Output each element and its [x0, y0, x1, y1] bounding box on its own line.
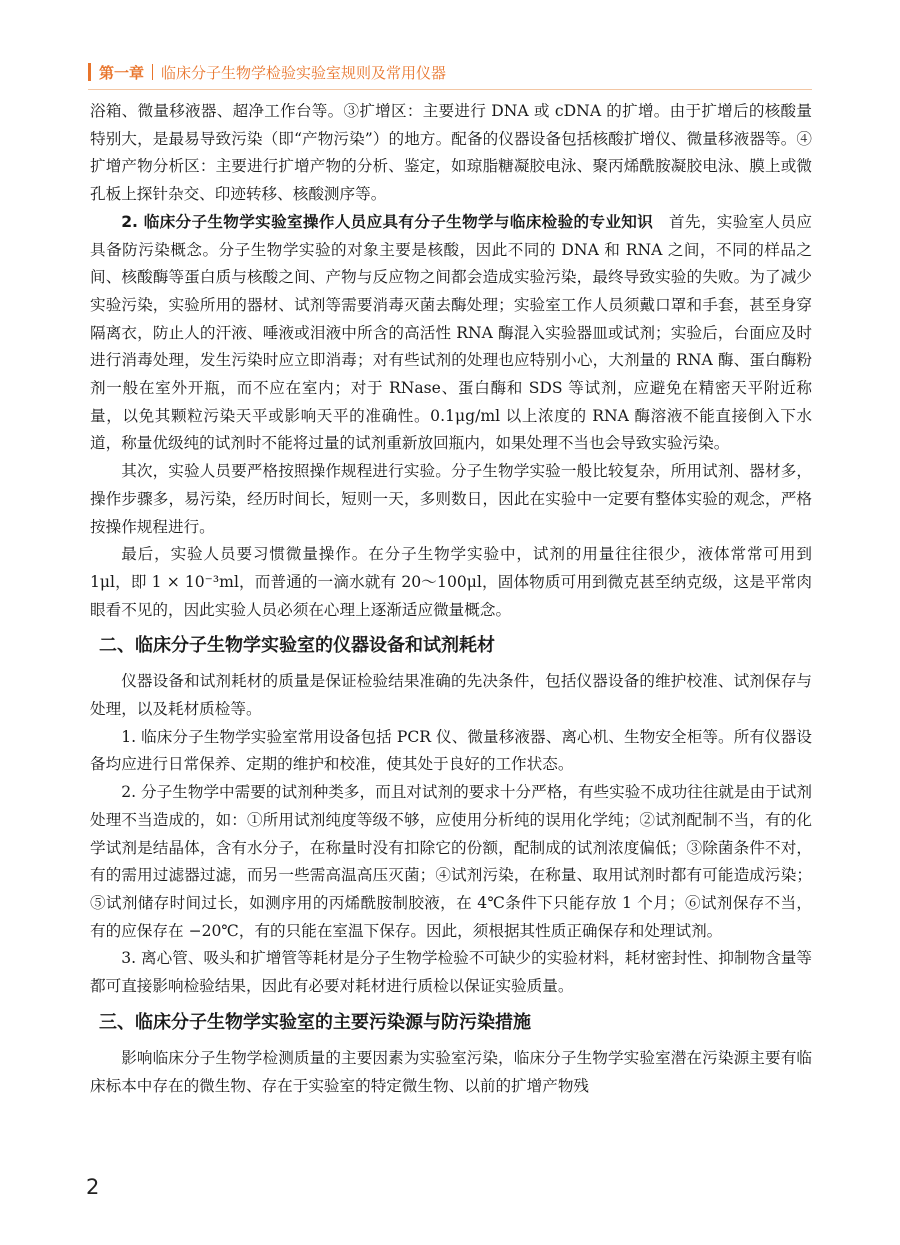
header-accent-bar	[88, 63, 91, 81]
paragraph: 影响临床分子生物学检测质量的主要因素为实验室污染，临床分子生物学实验室潜在污染源主要有临床标本中存在的微生物、存在于实验室的特定微生物、以前的扩增产物残	[90, 1048, 812, 1095]
paragraph: 最后，实验人员要习惯微量操作。在分子生物学实验中，试剂的用量往往很少，液体常常可用到 1μl，即 1 × 10⁻³ml，而普通的一滴水就有 20～100μl，固体物质可用到微克甚至纳克级，这是平常肉眼看不见的，因此实验人员必须在心理上逐渐适应微量概念。	[90, 545, 812, 619]
paragraph: 其次，实验人员要严格按照操作规程进行实验。分子生物学实验一般比较复杂，所用试剂、器材多，操作步骤多，易污染，经历时间长，短则一天，多则数日，因此在实验中一定要有整体实验的观念，严格按操作规程进行。	[90, 462, 812, 536]
paragraph: 浴箱、微量移液器、超净工作台等。③扩增区：主要进行 DNA 或 cDNA 的扩增。由于扩增后的核酸量特别大，是最易导致污染（即“产物污染”）的地方。配备的仪器设备包括核酸扩增仪、微量移液器等。④扩增产物分析区：主要进行扩增产物的分析、鉴定，如琼脂糖凝胶电泳、聚丙烯酰胺凝胶电泳、膜上或微孔板上探针杂交、印迹转移、核酸测序等。	[90, 102, 812, 204]
page-body	[90, 98, 812, 1100]
chapter-title: 临床分子生物学检验实验室规则及常用仪器	[161, 63, 447, 82]
paragraph-lead: 2. 临床分子生物学实验室操作人员应具有分子生物学与临床检验的专业知识	[121, 212, 654, 231]
header-rule	[88, 89, 812, 90]
paragraph: 仪器设备和试剂耗材的质量是保证检验结果准确的先决条件，包括仪器设备的维护校准、试剂保存与处理，以及耗材质检等。	[90, 672, 812, 719]
paragraph: 1. 临床分子生物学实验室常用设备包括 PCR 仪、微量移液器、离心机、生物安全柜等。所有仪器设备均应进行日常保养、定期的维护和校准，使其处于良好的工作状态。	[90, 727, 812, 774]
header-separator	[152, 64, 153, 80]
paragraph-text: 首先，实验室人员应具备防污染概念。分子生物学实验的对象主要是核酸，因此不同的 DNA 和 RNA 之间，不同的样品之间、核酸酶等蛋白质与核酸之间、产物与反应物之间都会造成实验污染，最终导致实验的失败。为了减少实验污染，实验所用的器材、试剂等需要消毒灭菌去酶处理；实验室工作人员须戴口罩和手套，甚至身穿隔离衣，防止人的汗液、唾液或泪液中所含的高活性 RNA 酶混入实验器皿或试剂；实验后，台面应及时进行消毒处理，发生污染时应立即消毒；对有些试剂的处理也应特别小心，大剂量的 RNA 酶、蛋白酶粉剂一般在室外开瓶，而不应在室内；对于 RNase、蛋白酶和 SDS 等试剂，应避免在精密天平附近称量，以免其颗粒污染天平或影响天平的准确性。0.1μg/ml 以上浓度的 RNA 酶溶液不能直接倒入下水道，称量优级纯的试剂时不能将过量的试剂重新放回瓶内，如果处理不当也会导致实验污染。	[90, 212, 812, 453]
paragraph: 3. 离心管、吸头和扩增管等耗材是分子生物学检验不可缺少的实验材料，耗材密封性、抑制物含量等都可直接影响检验结果，因此有必要对耗材进行质检以保证实验质量。	[90, 949, 812, 996]
page-number: 2	[86, 1175, 100, 1199]
section-heading: 三、临床分子生物学实验室的主要污染源与防污染措施	[99, 1011, 531, 1033]
section-heading: 二、临床分子生物学实验室的仪器设备和试剂耗材	[99, 635, 495, 657]
paragraph: 2. 分子生物学中需要的试剂种类多，而且对试剂的要求十分严格，有些实验不成功往往就是由于试剂处理不当造成的，如：①所用试剂纯度等级不够，应使用分析纯的误用化学纯；②试剂配制不当，有的化学试剂是结晶体，含有水分子，在称量时没有扣除它的份额，配制成的试剂浓度偏低；③除菌条件不对，有的需用过滤器过滤，而另一些需高温高压灭菌；④试剂污染，在称量、取用试剂时都有可能造成污染；⑤试剂储存时间过长，如测序用的丙烯酰胺制胶液，在 4℃条件下只能存放 1 个月；⑥试剂保存不当，有的应保存在 −20℃，有的只能在室温下保存。因此，须根据其性质正确保存和处理试剂。	[90, 783, 812, 940]
paragraph	[90, 209, 812, 458]
running-header	[88, 58, 812, 86]
chapter-label: 第一章	[99, 63, 145, 82]
